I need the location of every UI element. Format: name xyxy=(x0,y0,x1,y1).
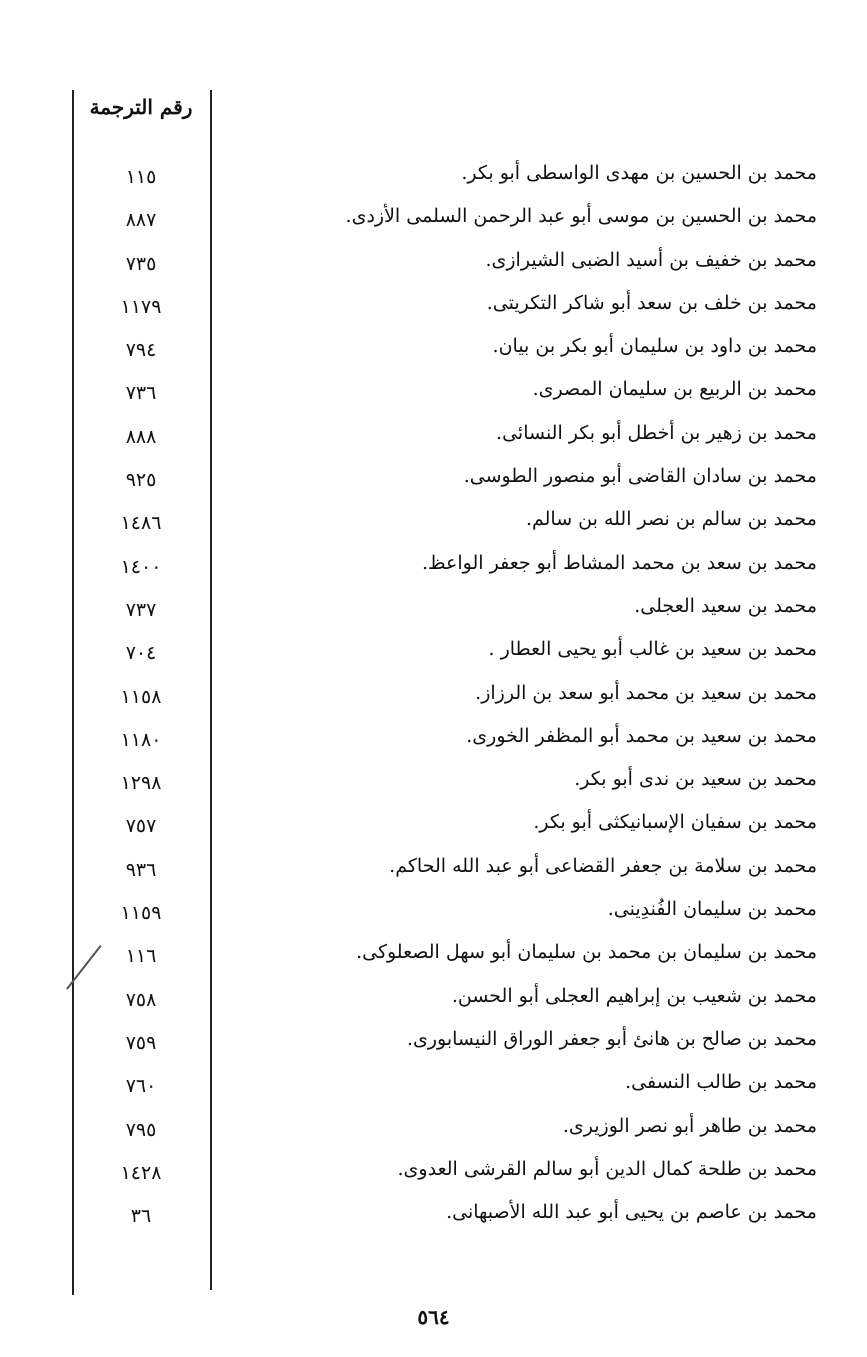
entry-number: ٩٣٦ xyxy=(125,858,157,881)
entry-number: ١٤٢٨ xyxy=(120,1161,162,1184)
list-item xyxy=(0,851,867,894)
entry-number: ٧٩٤ xyxy=(125,339,157,362)
entry-name: محمد بن سعد بن محمد المشاط أبو جعفر الواعظ. xyxy=(421,551,817,574)
entry-name: محمد بن داود بن سليمان أبو بكر بن بيان. xyxy=(492,335,817,358)
list-item xyxy=(0,288,867,331)
entry-number: ٧٥٨ xyxy=(125,988,157,1011)
entry-number: ٧٥٩ xyxy=(125,1031,157,1054)
entry-number: ٨٨٨ xyxy=(125,425,157,448)
entry-name: محمد بن خلف بن سعد أبو شاكر التكريتى. xyxy=(486,291,817,314)
list-item xyxy=(0,1111,867,1154)
list-item xyxy=(0,245,867,288)
list-item xyxy=(0,1067,867,1110)
entry-name: محمد بن سعيد العجلى. xyxy=(634,594,817,617)
entry-number: ٧٣٥ xyxy=(125,252,157,275)
entry-name: محمد بن سادان القاضى أبو منصور الطوسى. xyxy=(463,465,817,488)
entry-number: ١١٧٩ xyxy=(120,295,162,318)
entry-name: محمد بن سعيد بن محمد أبو سعد بن الرزاز. xyxy=(475,681,817,704)
list-item xyxy=(0,937,867,980)
list-item xyxy=(0,548,867,591)
entry-number: ٧٠٤ xyxy=(125,642,157,665)
list-item xyxy=(0,678,867,721)
entry-name: محمد بن طالب النسفى. xyxy=(625,1071,817,1094)
list-item xyxy=(0,158,867,201)
index-list xyxy=(0,158,867,1240)
list-item xyxy=(0,894,867,937)
list-item xyxy=(0,461,867,504)
list-item xyxy=(0,1197,867,1240)
entry-number: ١٤٨٦ xyxy=(120,512,162,535)
entry-name: محمد بن سعيد بن ندى أبو بكر. xyxy=(574,768,817,791)
list-item xyxy=(0,764,867,807)
entry-name: محمد بن زهير بن أخطل أبو بكر النسائى. xyxy=(496,421,817,444)
entry-number: ٣٦ xyxy=(130,1205,152,1228)
entry-number: ١١٥ xyxy=(125,166,157,188)
list-item xyxy=(0,634,867,677)
entry-name: محمد بن الحسين بن موسى أبو عبد الرحمن السلمى الأزدى. xyxy=(345,205,817,228)
entry-name: محمد بن سليمان الفُندِينى. xyxy=(607,898,817,921)
list-item xyxy=(0,504,867,547)
entry-name: محمد بن خفيف بن أسيد الضبى الشيرازى. xyxy=(485,248,817,271)
entry-number: ١٢٩٨ xyxy=(120,772,162,795)
entry-number: ١٤٠٠ xyxy=(120,555,162,578)
list-item xyxy=(0,331,867,374)
entry-name: محمد بن شعيب بن إبراهيم العجلى أبو الحسن. xyxy=(451,984,817,1007)
entry-name: محمد بن صالح بن هانئ أبو جعفر الوراق النيسابورى. xyxy=(406,1027,817,1050)
number-column-heading: رقم الترجمة xyxy=(89,95,193,119)
entry-name: محمد بن الحسين بن مهدى الواسطى أبو بكر. xyxy=(461,162,817,184)
entry-number: ٧٦٠ xyxy=(125,1075,157,1098)
list-item xyxy=(0,1024,867,1067)
list-item xyxy=(0,1154,867,1197)
entry-name: محمد بن عاصم بن يحيى أبو عبد الله الأصبهانى. xyxy=(446,1201,817,1224)
entry-name: محمد بن طلحة كمال الدين أبو سالم القرشى العدوى. xyxy=(397,1157,817,1180)
entry-name: محمد بن سعيد بن محمد أبو المظفر الخورى. xyxy=(466,724,817,747)
entry-name: محمد بن سالم بن نصر الله بن سالم. xyxy=(525,508,817,531)
entry-number: ٧٣٦ xyxy=(125,382,157,405)
entry-number: ٧٣٧ xyxy=(125,598,157,621)
entry-name: محمد بن الربيع بن سليمان المصرى. xyxy=(532,378,817,401)
list-item xyxy=(0,591,867,634)
entry-number: ١١٥٩ xyxy=(120,902,162,925)
entry-name: محمد بن سفيان الإسبانيكثى أبو بكر. xyxy=(533,811,817,834)
entry-number: ١١٥٨ xyxy=(120,685,162,708)
list-item xyxy=(0,418,867,461)
entry-number: ٩٢٥ xyxy=(125,469,157,492)
entry-name: محمد بن سعيد بن غالب أبو يحيى العطار . xyxy=(488,638,817,661)
entry-name: محمد بن سلامة بن جعفر القضاعى أبو عبد الله الحاكم. xyxy=(389,854,817,877)
entry-number: ١١٨٠ xyxy=(120,728,162,751)
list-item xyxy=(0,807,867,850)
entry-number: ٧٩٥ xyxy=(125,1118,157,1141)
list-item xyxy=(0,981,867,1024)
entry-name: محمد بن طاهر أبو نصر الوزيرى. xyxy=(562,1114,817,1137)
entry-name: محمد بن سليمان بن محمد بن سليمان أبو سهل الصعلوكى. xyxy=(356,941,817,964)
list-item xyxy=(0,374,867,417)
entry-number: ٧٥٧ xyxy=(125,815,157,838)
entry-number: ٨٨٧ xyxy=(125,209,157,232)
list-item xyxy=(0,201,867,244)
entry-number: ١١٦ xyxy=(125,945,157,968)
list-item xyxy=(0,721,867,764)
page-number: ٥٦٤ xyxy=(417,1305,450,1329)
